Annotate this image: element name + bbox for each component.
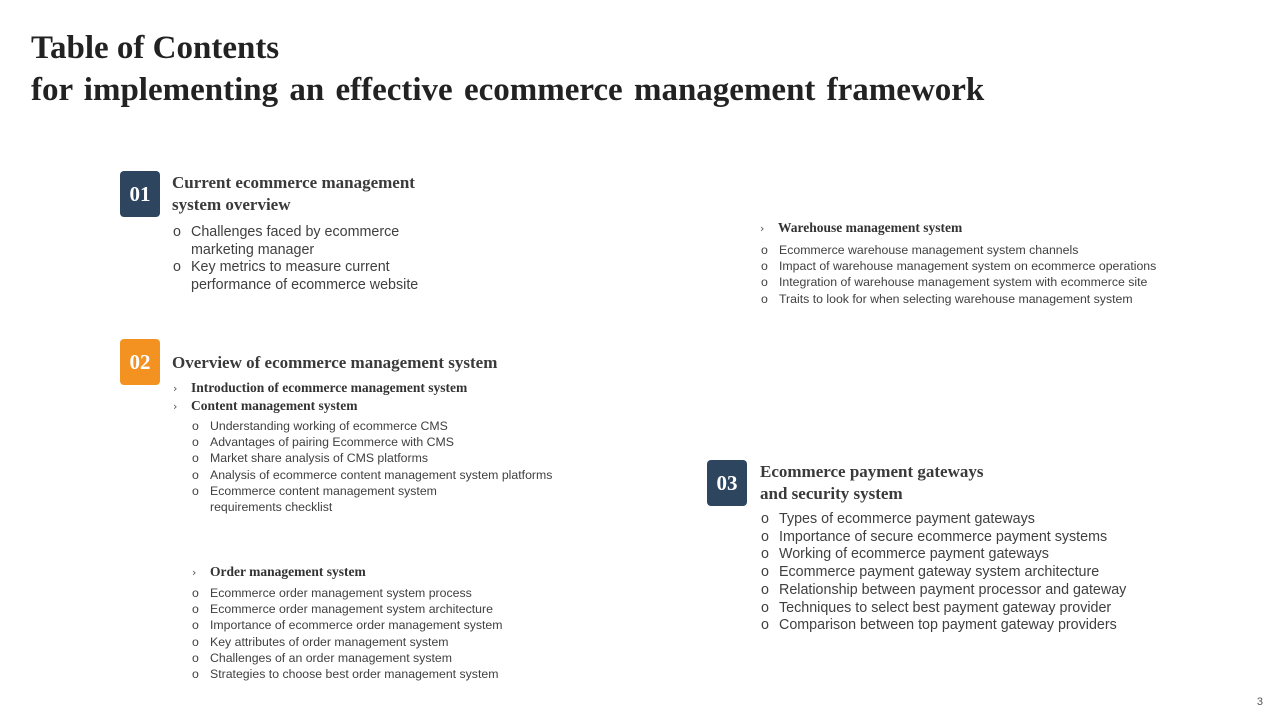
list-item-line: Key metrics to measure current [191,259,390,276]
list-item: o Impact of warehouse management system on ecommerce operations [761,258,1156,274]
list-item: o Importance of secure ecommerce payment systems [761,529,1126,547]
subsection-introduction [173,379,467,397]
section-03-title-line-2: and security system [760,484,903,503]
list-item: o Market share analysis of CMS platforms [192,450,552,466]
list-item: o Ecommerce warehouse management system channels [761,242,1156,258]
list-item: o Strategies to choose best order management system [192,666,503,682]
title-line-1: Table of Contents [31,30,280,66]
chevron-right-icon: › [760,222,765,235]
list-item-line: requirements checklist [210,500,333,515]
list-item: o Key attributes of order management system [192,634,503,650]
subsection-label: Warehouse management system [778,220,963,235]
content-management-bullet-list [192,418,552,515]
chevron-right-icon: › [192,566,197,579]
subsection-content-management [173,397,357,415]
list-item: o Relationship between payment processor and gateway [761,582,1126,600]
list-item: o Advantages of pairing Ecommerce with CMS [192,434,552,450]
list-item [173,259,418,294]
list-item: o Types of ecommerce payment gateways [761,511,1126,529]
list-item: o Techniques to select best payment gateway provider [761,600,1126,618]
section-01-badge: 01 [120,171,160,217]
list-item: o Analysis of ecommerce content management system platforms [192,467,552,483]
order-management-bullet-list [192,585,503,682]
page-number: 3 [1256,696,1263,708]
section-02-title: Overview of ecommerce management system [172,353,498,372]
chevron-right-icon: › [173,400,178,413]
section-03-bullet-list [761,511,1126,635]
page-title [31,27,984,111]
list-item: o Ecommerce payment gateway system architecture [761,564,1126,582]
warehouse-bullet-list [761,242,1156,307]
list-item: o Importance of ecommerce order management system [192,617,503,633]
subsection-label: Order management system [210,564,366,579]
list-item-line: Ecommerce content management system [210,483,437,498]
list-item: o Ecommerce order management system architecture [192,601,503,617]
list-item: o Understanding working of ecommerce CMS [192,418,552,434]
list-item: o Challenges of an order management system [192,650,503,666]
list-item: o Working of ecommerce payment gateways [761,546,1126,564]
list-item: o Ecommerce order management system process [192,585,503,601]
section-03-badge: 03 [707,460,747,506]
section-01-title [172,172,415,216]
list-item-line: marketing manager [191,241,315,258]
section-02-badge: 02 [120,339,160,385]
list-item: o Traits to look for when selecting warehouse management system [761,291,1156,307]
list-item [192,483,552,515]
list-item [173,224,418,259]
title-line-2: for implementing an effective ecommerce management framework [31,72,985,108]
section-03-title [760,461,983,505]
subsection-warehouse-management [760,219,962,237]
list-item: o Integration of warehouse management system with ecommerce site [761,274,1156,290]
section-01-bullet-list [173,224,418,295]
section-01-title-line-1: Current ecommerce management [172,173,415,192]
subsection-label: Introduction of ecommerce management system [191,380,468,395]
subsection-label: Content management system [191,398,358,413]
chevron-right-icon: › [173,382,178,395]
subsection-order-management [192,563,366,581]
list-item: o Comparison between top payment gateway providers [761,617,1126,635]
section-03-title-line-1: Ecommerce payment gateways [760,462,984,481]
list-item-line: Challenges faced by ecommerce [191,224,400,240]
list-item-line: performance of ecommerce website [191,277,419,294]
section-01-title-line-2: system overview [172,195,291,214]
